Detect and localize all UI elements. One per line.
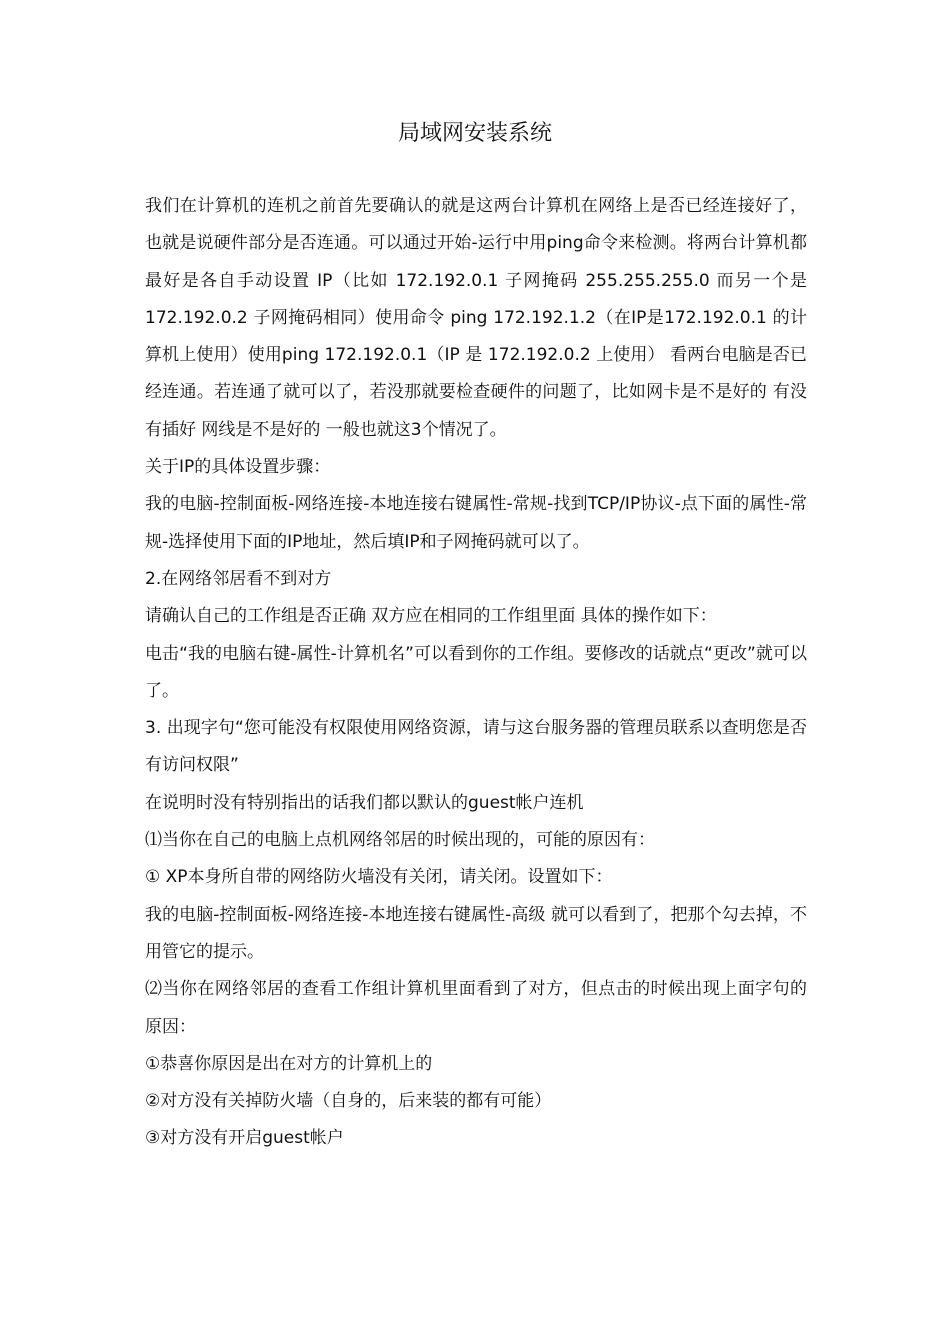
document-title: 局域网安装系统 (397, 121, 552, 146)
paragraph-workgroup-change: 电击“我的电脑右键-属性-计算机名”可以看到你的工作组。要修改的话就点“更改”就可以了。 (145, 643, 807, 701)
paragraph-ip-steps: 我的电脑-控制面板-网络连接-本地连接右键属性-常规-找到TCP/IP协议-点下面的属性-常规-选择使用下面的IP地址，然后填IP和子网掩码就可以了。 (145, 494, 807, 552)
paragraph-connectivity-check: 我们在计算机的连机之前首先要确认的就是这两台计算机在网络上是否已经连接好了，也就是说硬件部分是否连通。可以通过开始-运行中用ping命令来检测。将两台计算机都最好是各自手动设置 IP（比如 172.192.0.1 子网掩码 255.255.255.0 而另一个是 172.192.0.2 子网掩码相同）使用命令 ping 172.192.1.2（在IP是172.192.0.1 的计算机上使用）使用ping 172.192.0.1（IP 是 172.192.0.2 上使用） 看两台电脑是否已经连通。若连通了就可以了，若没那就要检查硬件的问题了，比如网卡是不是好的 有没有插好 网线是不是好的 一般也就这3个情况了。 (145, 196, 807, 440)
paragraph-case-2: ⑵当你在网络邻居的查看工作组计算机里面看到了对方，但点击的时候出现上面字句的原因： (145, 979, 807, 1037)
list-item-reason-3: ③对方没有开启guest帐户 (145, 1128, 344, 1149)
section-heading-3: 3. 出现字句“您可能没有权限使用网络资源，请与这台服务器的管理员联系以查明您是否有访问权限” (145, 718, 807, 776)
list-item-reason-1: ①恭喜你原因是出在对方的计算机上的 (145, 1053, 433, 1074)
list-item-reason-2: ②对方没有关掉防火墙（自身的，后来装的都有可能） (145, 1091, 552, 1112)
section-heading-2: 2.在网络邻居看不到对方 (145, 568, 332, 589)
document-body (145, 188, 807, 1158)
paragraph-ip-steps-heading: 关于IP的具体设置步骤： (145, 457, 331, 478)
list-item-firewall: ① XP本身所自带的网络防火墙没有关闭，请关闭。设置如下： (145, 867, 613, 888)
paragraph-case-1: ⑴当你在自己的电脑上点机网络邻居的时候出现的，可能的原因有： (145, 830, 655, 851)
paragraph-firewall-steps: 我的电脑-控制面板-网络连接-本地连接右键属性-高级 就可以看到了，把那个勾去掉，不用管它的提示。 (145, 904, 807, 962)
paragraph-workgroup-check: 请确认自己的工作组是否正确 双方应在相同的工作组里面 具体的操作如下： (145, 606, 717, 627)
paragraph-guest-account: 在说明时没有特别指出的话我们都以默认的guest帐户连机 (145, 792, 584, 813)
